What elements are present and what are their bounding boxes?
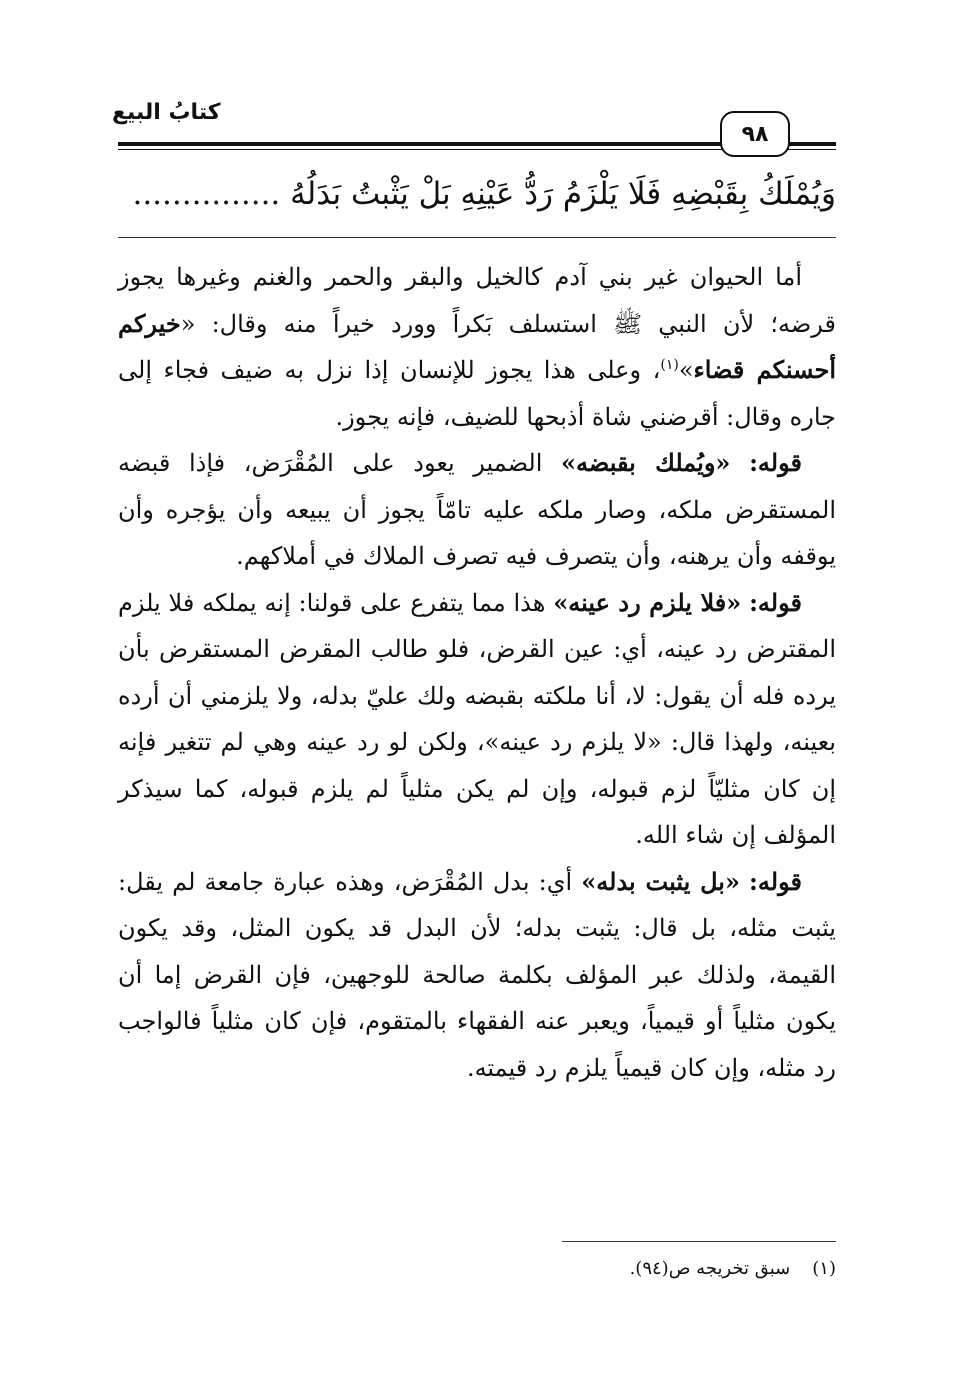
paragraph-2-text: الضمير يعود على المُقْرَض، فإذا قبضه المستقرض ملكه، وصار ملكه عليه تامّاً يجوز أن يبيعه وأن يؤجره وأن يوقفه وأن يرهنه، وأن يتصرف فيه تصرف الملاك في أملاكهم. [118, 449, 836, 570]
footnote [500, 1254, 836, 1284]
paragraph-4-quote: «بل يثبت بدله» [581, 866, 740, 896]
paragraph-4-text: أي: بدل المُقْرَض، وهذه عبارة جامعة لم يقل: يثبت مثله، بل قال: يثبت بدله؛ لأن البدل قد يكون المثل، وقد يكون القيمة، ولذلك عبر المؤلف بكلمة صالحة للوجهين، فإن القرض إما أن يكون مثلياً أو قيمياً، ويعبر عنه الفقهاء بالمتقوم، فإن كان مثلياً فالواجب رد مثله، وإن كان قيمياً يلزم رد قيمته. [118, 867, 836, 1082]
paragraph-1-text-before: أما الحيوان غير بني آدم كالخيل والبقر والحمر والغنم وغيرها يجوز قرضه؛ لأن النبي ﷺ استسلف بَكراً وورد خيراً منه وقال: « [118, 263, 836, 338]
matn-divider [118, 237, 836, 238]
paragraph-1 [118, 254, 836, 440]
paragraph-3-lead: قوله: [749, 587, 802, 617]
footnote-marker: (١) [812, 1258, 836, 1279]
paragraph-2 [118, 440, 836, 580]
paragraph-2-lead: قوله: [749, 448, 802, 477]
paragraph-3-quote: «فلا يلزم رد عينه» [553, 587, 742, 617]
footnote-text: سبق تخريجه ص(٩٤). [629, 1258, 791, 1279]
paragraph-1-text-after: ، وعلى هذا يجوز للإنسان إذا نزل به ضيف فجاء إلى جاره وقال: أقرضني شاة أذبحها للضيف، فإنه يجوز. [118, 356, 836, 431]
footnote-divider [562, 1241, 836, 1242]
quote-close: » [678, 356, 694, 384]
matn-text: وَيُمْلَكُ بِقَبْضِهِ فَلَا يَلْزَمُ رَدُّ عَيْنِهِ بَلْ يَثْبتُ بَدَلُهُ ............... [132, 176, 836, 212]
commentary-body [118, 254, 836, 1091]
paragraph-2-quote: «ويُملك بقبضه» [561, 448, 731, 477]
paragraph-4-lead: قوله: [749, 866, 802, 896]
paragraph-3-text: هذا مما يتفرع على قولنا: إنه يملكه فلا يلزم المقترض رد عينه، أي: عين القرض، فلو طالب المقرض المستقرض بأن يرده فله أن يقول: لا، أنا ملكته بقبضه ولك عليّ بدله، ولا يلزمني أن أرده بعينه، ولهذا قال: «لا يلزم رد عينه»، ولكن لو رد عينه وهي لم تتغير فإنه إن كان مثليّاً لزم قبوله، وإن لم يكن مثلياً لم يلزم قبوله، كما سيذكر المؤلف إن شاء الله. [118, 588, 836, 849]
hadith-quote: خيركم أحسنكم قضاء [118, 308, 836, 384]
running-title: كتابُ البيع [112, 100, 221, 125]
paragraph-4 [118, 859, 836, 1092]
page-number: ٩٨ [720, 111, 790, 157]
footnote-ref: (١) [660, 357, 679, 373]
paragraph-3 [118, 580, 836, 859]
